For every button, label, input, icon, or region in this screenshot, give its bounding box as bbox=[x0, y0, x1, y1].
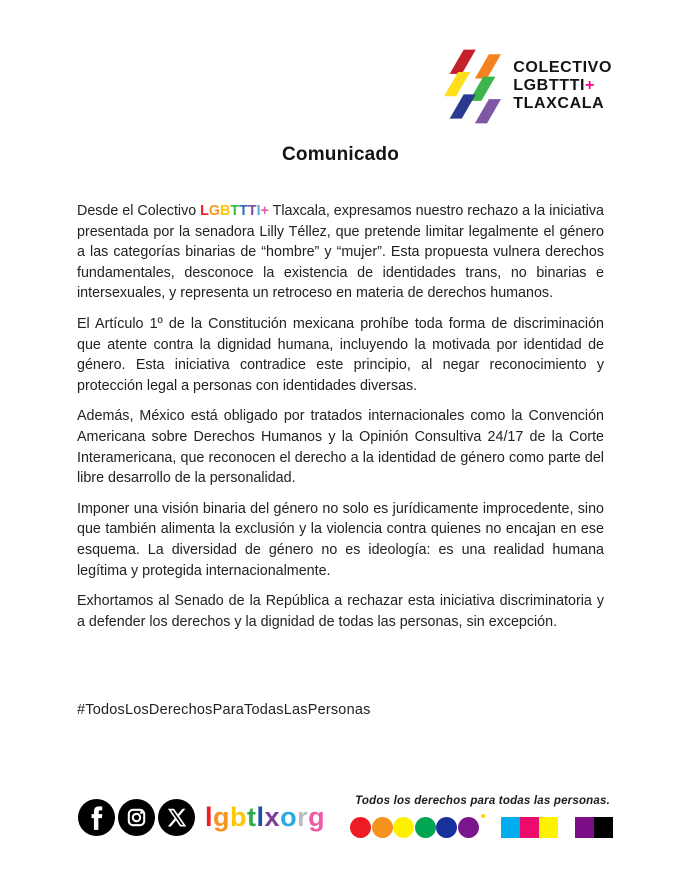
hashtag: #TodosLosDerechosParaTodasLasPersonas bbox=[77, 702, 371, 718]
paragraph-3: Además, México está obligado por tratados internacionales como la Convención Americana sobre Derechos Humanos y la Opinión Consultiva 24/17 de la Corte Interamericana, que reconocen el derecho a la identidad de género como parte del libre desarrollo de la personalidad. bbox=[77, 408, 604, 487]
colored-letter: + bbox=[260, 203, 269, 219]
instagram-icon[interactable] bbox=[118, 799, 155, 836]
colored-letter: g bbox=[308, 802, 326, 832]
logo bbox=[442, 44, 612, 128]
sparkle-dot bbox=[481, 814, 485, 818]
color-dot bbox=[458, 817, 479, 838]
pride-stripes-icon bbox=[442, 44, 504, 128]
colored-letter: x bbox=[264, 802, 281, 832]
colored-letter: l bbox=[256, 802, 265, 832]
logo-line-lgbttti: LGBTTTI+ bbox=[513, 77, 595, 94]
tagline: Todos los derechos para todas las personas. bbox=[355, 795, 610, 807]
website-handle[interactable] bbox=[205, 802, 325, 833]
colored-letter: o bbox=[280, 802, 298, 832]
colored-letter: T bbox=[239, 203, 248, 219]
social-row bbox=[78, 799, 325, 836]
color-dot bbox=[436, 817, 457, 838]
logo-line-colectivo: COLECTIVO bbox=[513, 59, 612, 76]
colored-letter: B bbox=[220, 203, 231, 219]
colored-letter: b bbox=[230, 802, 248, 832]
colored-letter: I bbox=[256, 203, 261, 219]
colored-letter: l bbox=[205, 802, 214, 832]
colored-letter: G bbox=[208, 203, 221, 219]
colored-letter: g bbox=[213, 802, 231, 832]
logo-wordmark bbox=[513, 59, 612, 113]
page-title: Comunicado bbox=[281, 144, 400, 165]
logo-line-tlaxcala: TLAXCALA bbox=[513, 95, 605, 112]
flag-square bbox=[501, 817, 520, 838]
colored-letter: t bbox=[247, 802, 257, 832]
color-dot bbox=[350, 817, 371, 838]
facebook-icon[interactable] bbox=[78, 799, 115, 836]
color-dot bbox=[393, 817, 414, 838]
paragraph-4: Imponer una visión binaria del género no solo es jurídicamente improcedente, sino que también alimenta la exclusión y la violencia contra quienes no encajan en ese esquema. La diversidad de género no es ideología: es una realidad humana legítima y protegida internacionalmente. bbox=[77, 500, 604, 579]
color-dot bbox=[415, 817, 436, 838]
flag-square bbox=[539, 817, 558, 838]
paragraph-5: Exhortamos al Senado de la República a rechazar esta iniciativa discriminatoria y a defender los derechos y la dignidad de todas las personas, sin excepción. bbox=[77, 593, 604, 630]
body-text bbox=[77, 201, 604, 642]
flag-square bbox=[575, 817, 594, 838]
paragraph-2: El Artículo 1º de la Constitución mexicana prohíbe toda forma de discriminación que atente contra la dignidad humana, incluyendo la motivada por identidad de género. Esta iniciativa contradice este principio, al negar reconocimiento y protección legal a personas con identidades diversas. bbox=[77, 315, 604, 394]
flag-square bbox=[520, 817, 539, 838]
logo-plus-sign: + bbox=[585, 77, 595, 94]
colored-letter: r bbox=[297, 802, 309, 832]
colored-letter: L bbox=[200, 203, 209, 219]
paragraph-1: Desde el Colectivo LGBTTTI+ Tlaxcala, expresamos nuestro rechazo a la iniciativa presentada por la senadora Lilly Téllez, que pretende limitar legalmente el género a las categorías binarias de “hombre” y “mujer”. Esta propuesta vulnera derechos fundamentales, desconoce la existencia de identidades trans, no binarias e intersexuales, y representa un retroceso en materia de derechos humanos. bbox=[77, 203, 604, 302]
colored-letter: T bbox=[247, 203, 257, 219]
color-dot bbox=[372, 817, 393, 838]
flag-square bbox=[594, 817, 613, 838]
pride-dots bbox=[350, 817, 479, 838]
lgbttti-colored-word bbox=[200, 203, 269, 219]
purple-black-flag bbox=[575, 817, 613, 838]
pan-flag bbox=[501, 817, 558, 838]
colored-letter: T bbox=[230, 203, 240, 219]
x-icon[interactable] bbox=[158, 799, 195, 836]
